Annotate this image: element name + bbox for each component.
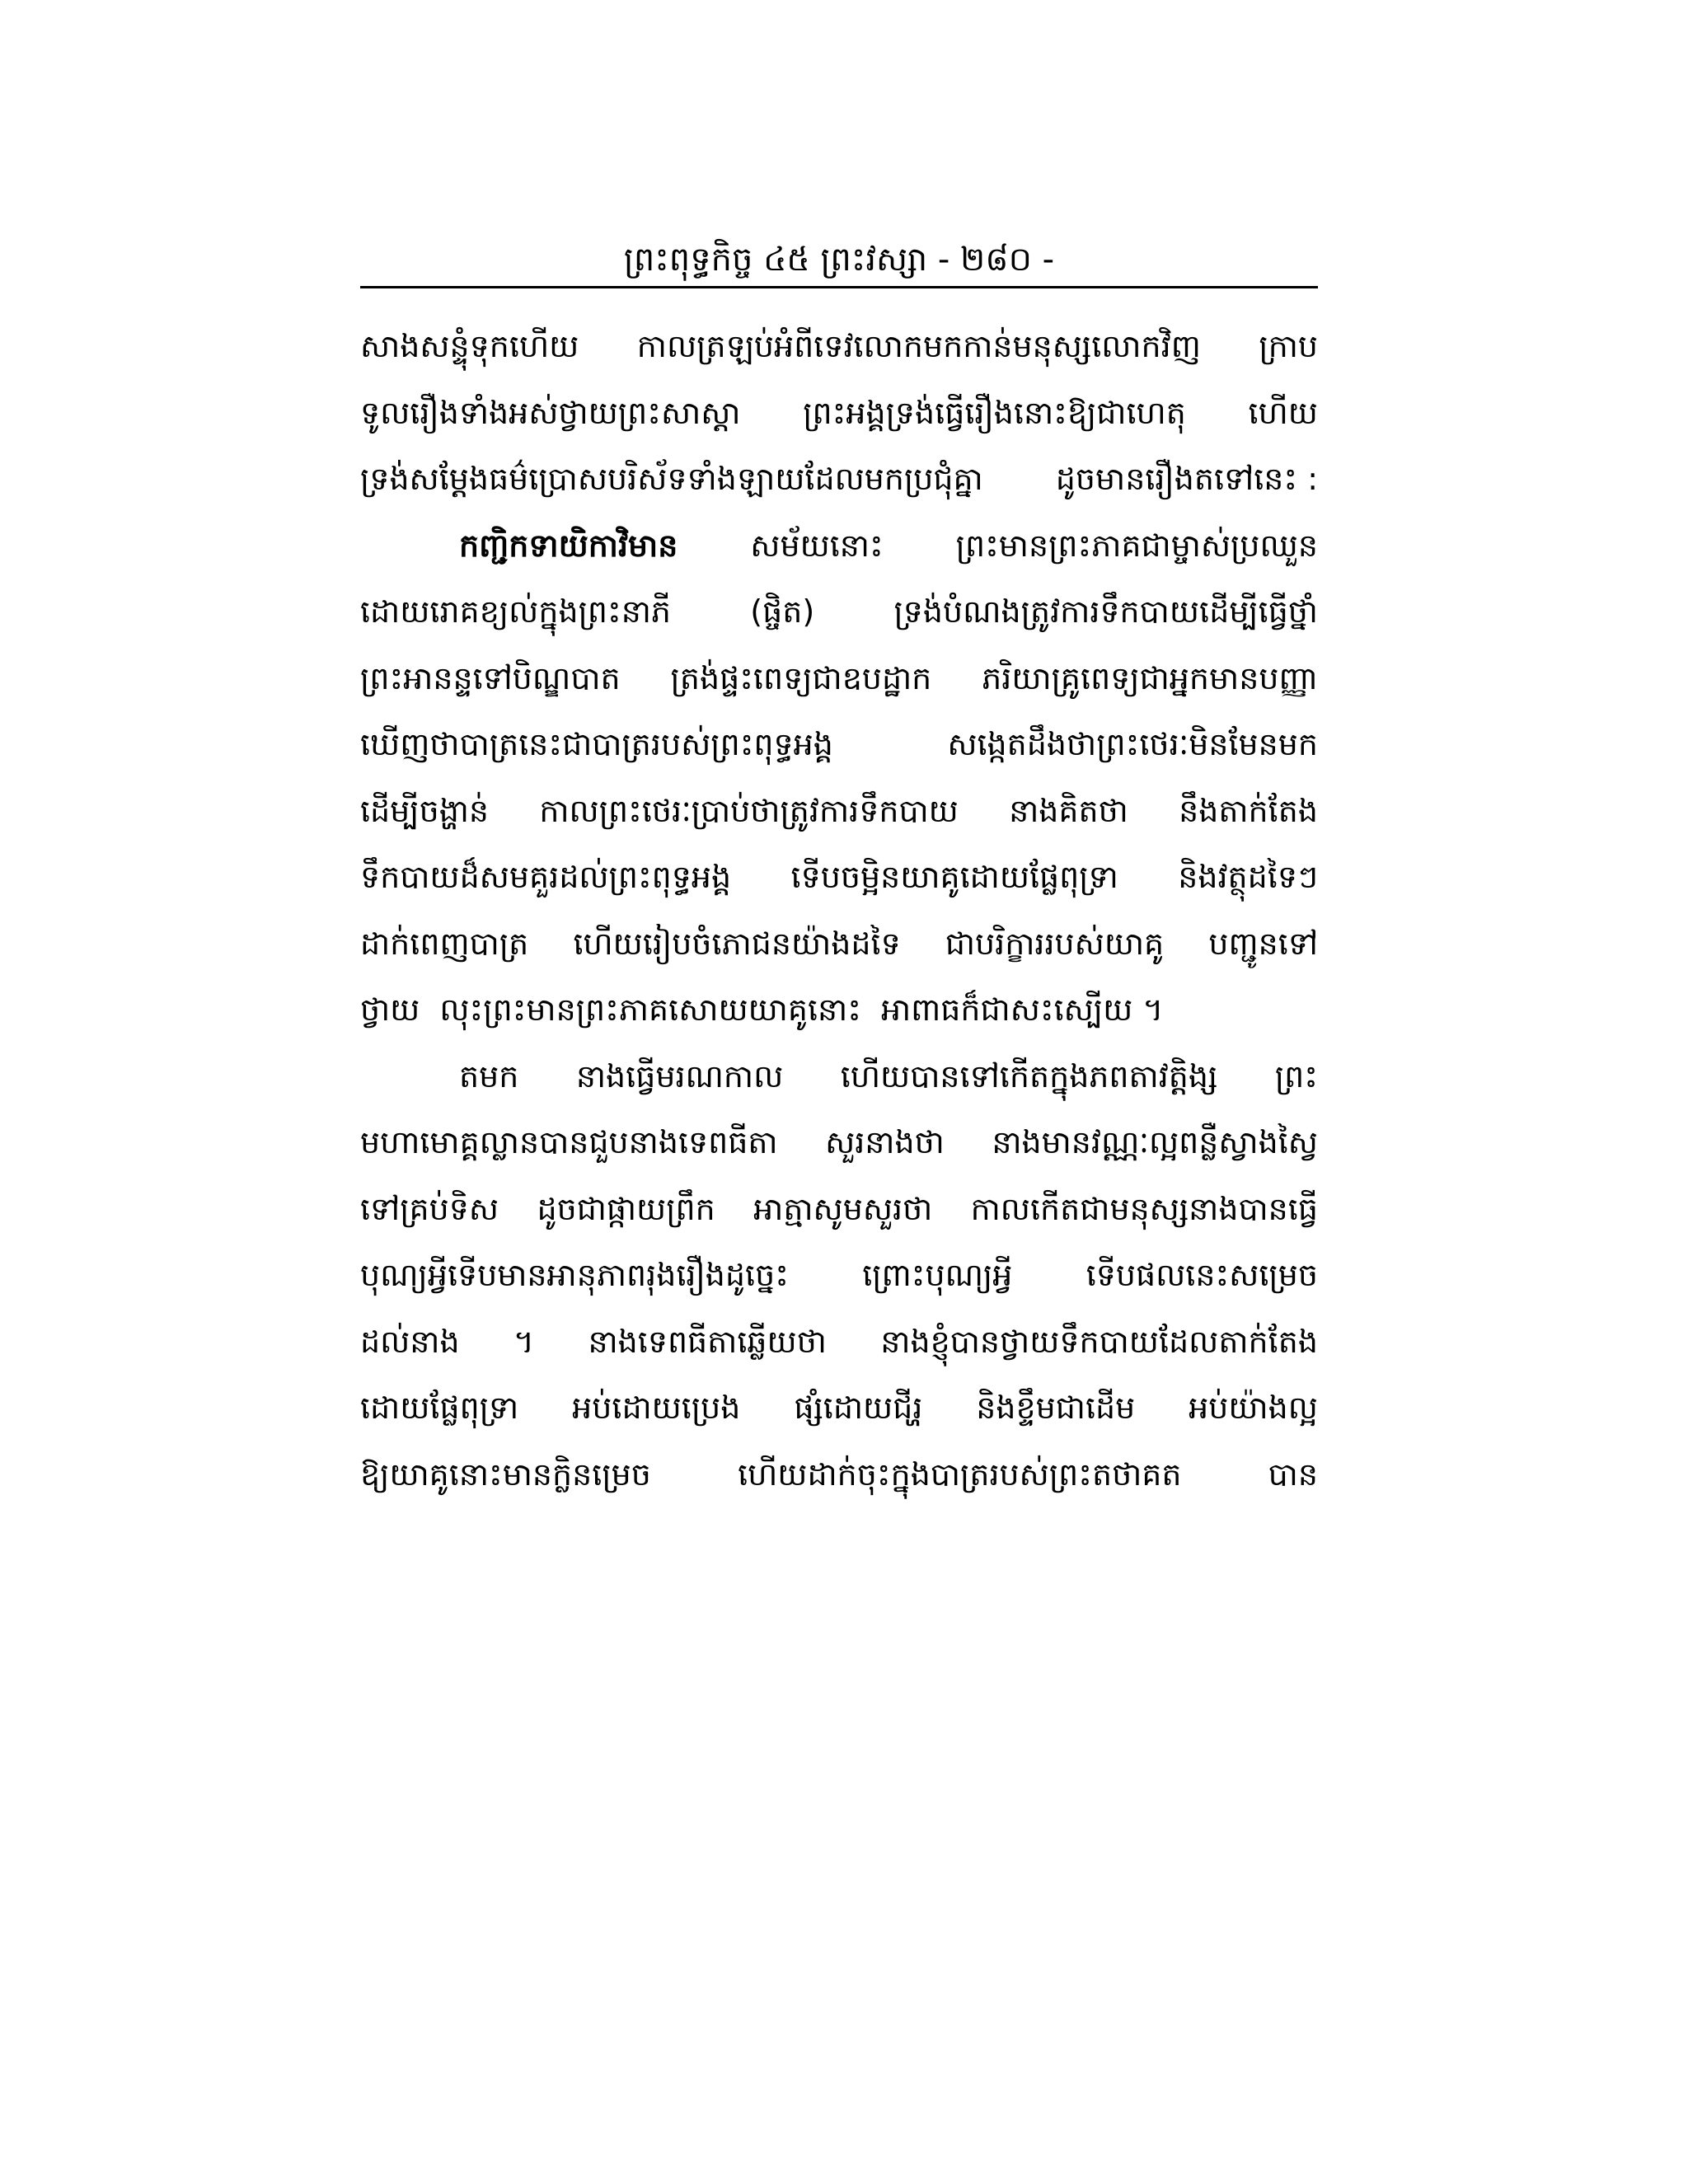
text-segment: សម័យនោះ [750, 527, 884, 564]
text-segment: លុះព្រះមានព្រះភាគសោយយាគូនោះ [439, 991, 861, 1028]
text-line-16 [360, 1309, 1318, 1376]
text-segment: ព្រោះបុណ្យអ្វី [862, 1257, 1013, 1293]
text-segment: (ផ្ចិត) [750, 593, 815, 630]
text-segment: អាពាធក៏ជាសះស្បើយ ។ [880, 991, 1164, 1028]
text-segment: នាងមានវណ្ណៈល្អពន្លឺស្វាងស្វៃ [992, 1124, 1318, 1160]
text-segment: ទ្រង់បំណងត្រូវការទឹកបាយដើម្បីធ្វើថ្នាំ [893, 593, 1318, 630]
text-segment: សង្កេតដឹងថាព្រះថេរៈមិនមែនមក [947, 726, 1318, 762]
text-segment: ដោយរោគខ្យល់ក្នុងព្រះនាភី [360, 593, 672, 630]
text-segment: កាលត្រឡប់អំពីទេវលោកមកកាន់មនុស្សលោកវិញ [636, 328, 1201, 364]
text-segment: ដាក់ពេញបាត្រ [360, 925, 529, 962]
text-segment: ថ្វាយ [360, 991, 420, 1028]
text-line-7 [360, 711, 1318, 778]
text-segment: ព្រះ [1274, 1057, 1318, 1094]
text-line-12 [360, 1043, 1318, 1110]
text-line-4 [360, 513, 1318, 579]
text-segment: កាលកើតជាមនុស្សនាងបានធ្វើ [970, 1190, 1318, 1227]
text-segment: ទ្រង់សម្ដែងធម៌ប្រោសបរិស័ទទាំងឡាយដែលមកប្រជុំគ្នា [360, 461, 983, 497]
text-segment: មហាមោគ្គល្លានបានជួបនាងទេពធីតា [360, 1124, 778, 1160]
text-segment: ទើបផលនេះសម្រេច [1085, 1257, 1318, 1293]
text-line-18 [360, 1441, 1318, 1508]
section-title: កញ្ជិកទាយិកាវិមាន [459, 527, 678, 564]
text-line-14 [360, 1176, 1318, 1243]
text-segment: ព្រះអានន្ទទៅបិណ្ឌបាត [360, 659, 621, 696]
text-line-17 [360, 1375, 1318, 1441]
text-segment: នឹងតាក់តែង [1179, 792, 1318, 829]
text-segment: កាលព្រះថេរៈប្រាប់ថាត្រូវការទឹកបាយ [539, 792, 959, 829]
text-line-11 [360, 977, 1318, 1043]
text-segment: ក្រាប [1259, 328, 1318, 364]
text-segment: ទូលរឿងទាំងអស់ថ្វាយព្រះសាស្តា [360, 394, 741, 431]
running-header: ព្រះពុទ្ធកិច្ច ៤៥ ព្រះវស្សា - ២៨០ - [623, 241, 1055, 279]
text-segment: ភរិយាគ្រូពេទ្យជាអ្នកមានបញ្ញា [982, 659, 1318, 696]
text-line-2 [360, 380, 1318, 447]
text-segment: ដើម្បីចង្ហាន់ [360, 792, 490, 829]
text-segment: ឃើញថាបាត្រនេះជាបាត្ររបស់ព្រះពុទ្ធអង្គ [360, 726, 833, 762]
text-segment: បុណ្យអ្វីទើបមានអានុភាពរុងរឿងដូច្នេះ [360, 1257, 789, 1293]
text-segment: ទើបចម្អិនយាគូដោយផ្លែពុទ្រា [790, 859, 1118, 895]
text-segment: ព្រះមានព្រះភាគជាម្ចាស់ប្រឈួន [955, 527, 1318, 564]
text-segment: ហើយរៀបចំភោជនយ៉ាងដទៃ [573, 925, 901, 962]
text-line-1 [360, 313, 1318, 380]
text-segment: ដូចជាផ្កាយព្រឹក [537, 1190, 715, 1227]
text-segment: នាងធ្វើមរណកាល [575, 1057, 784, 1094]
text-line-6 [360, 645, 1318, 712]
text-segment: នាងគិតថា [1009, 792, 1128, 829]
text-segment: ហើយ [1248, 394, 1318, 431]
text-segment: ព្រះអង្គទ្រង់ធ្វើរឿងនោះឱ្យជាហេតុ [803, 394, 1186, 431]
text-segment: បាន [1268, 1455, 1318, 1493]
text-segment: នាងខ្ញុំបានថ្វាយទឹកបាយដែលតាក់តែង [880, 1323, 1318, 1360]
text-segment: ហើយបានទៅកើតក្នុងភពតាវត្តិង្ស [840, 1057, 1218, 1094]
text-segment: ឱ្យយាគូនោះមានក្លិនម្រេច [360, 1455, 651, 1493]
text-line-5 [360, 579, 1318, 645]
text-segment: តមក [459, 1057, 519, 1094]
text-segment: ទឹកបាយដ៏សមគួរដល់ព្រះពុទ្ធអង្គ [360, 859, 732, 895]
text-line-3 [360, 446, 1318, 513]
text-segment: ផ្សំដោយជីរ្ហ [794, 1390, 923, 1426]
text-line-13 [360, 1109, 1318, 1176]
text-segment: ត្រង់ផ្ទះពេទ្យជាឧបដ្ឋាក [670, 659, 932, 696]
text-segment: អប់ដោយប្រេង [572, 1390, 741, 1426]
body-text [360, 313, 1318, 1507]
header-rule [360, 286, 1318, 288]
text-segment: ទៅគ្រប់ទិស [360, 1190, 499, 1227]
text-segment: នាងទេពធីតាឆ្លើយថា [588, 1323, 827, 1360]
text-line-9 [360, 844, 1318, 911]
text-segment: សួរនាងថា [825, 1124, 945, 1160]
text-segment: ។ [513, 1323, 535, 1360]
text-line-15 [360, 1242, 1318, 1309]
text-segment: និងខ្ទឹមជាដើម [976, 1390, 1136, 1426]
text-segment: ហើយដាក់ចុះក្នុងបាត្ររបស់ព្រះតថាគត [738, 1455, 1182, 1493]
text-segment: ដូចមានរឿងតទៅនេះ : [1055, 461, 1318, 497]
text-segment: អប់យ៉ាងល្អ [1189, 1390, 1318, 1426]
text-line-8 [360, 778, 1318, 845]
text-line-10 [360, 911, 1318, 977]
text-segment: សាងសន្ទុំទុកហើយ [360, 328, 579, 364]
text-segment: និងវត្ថុដទៃៗ [1178, 859, 1318, 895]
text-segment: អាត្មាសូមសួរថា [753, 1190, 933, 1227]
text-segment: បញ្ជូនទៅ [1208, 925, 1318, 962]
text-segment: ជាបរិក្ខាររបស់យាគូ [945, 925, 1165, 962]
text-segment: ដោយផ្លែពុទ្រា [360, 1390, 519, 1426]
text-segment: ដល់នាង [360, 1323, 460, 1360]
